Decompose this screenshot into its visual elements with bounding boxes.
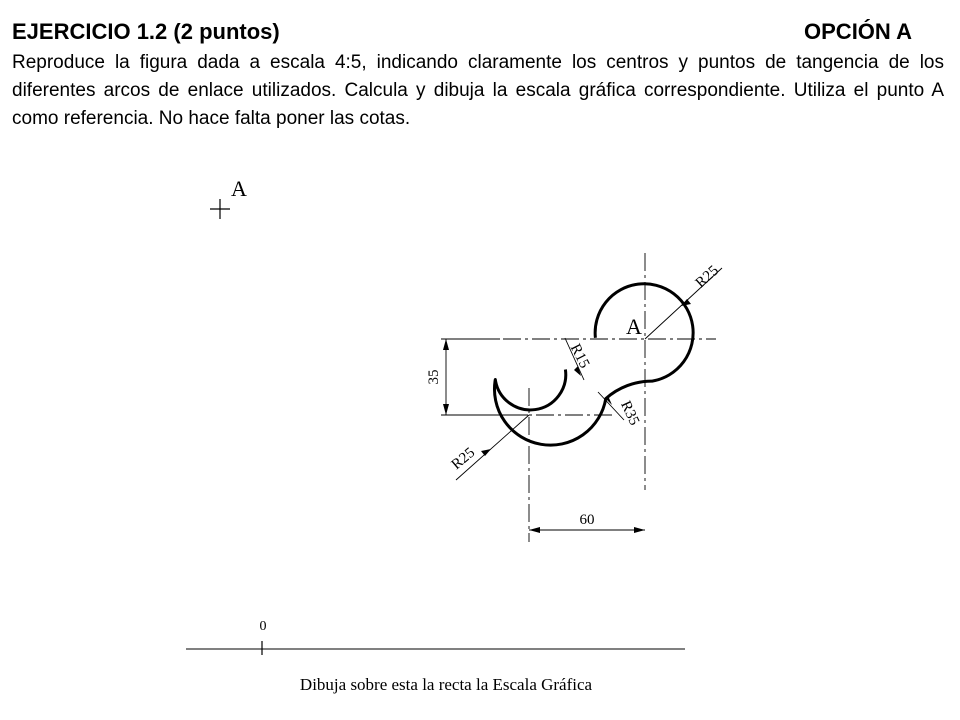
figure-point-label: A [626,314,642,339]
reference-label: A [231,176,247,201]
radius-bottom-label: R25 [448,444,479,474]
exercise-title: EJERCICIO 1.2 (2 puntos) [12,19,280,44]
scale-zero-label: 0 [259,619,267,634]
radius-r35-label: R35 [617,398,643,429]
dimension-35 [441,339,528,415]
scale-caption: Dibuja sobre esta la recta la Escala Gráfica [299,675,593,694]
reference-point [210,176,247,219]
dimension-35-label: 35 [426,369,442,385]
figure-outline [494,284,693,445]
exercise-statement: Reproduce la figura dada a escala 4:5, indicando claramente los centros y puntos de tangencia de los diferentes arcos de enlace utilizados. Calcula y dibuja la escala gráfica correspondiente. Utiliza el punto A como referencia. No hace falta poner las cotas. [12,52,944,129]
dimension-60-label: 60 [579,512,595,528]
radius-r15-label: R15 [566,341,593,371]
scale-bar [186,619,685,694]
radius-top-label: R25 [692,262,722,292]
option-label: OPCIÓN A [804,19,912,44]
